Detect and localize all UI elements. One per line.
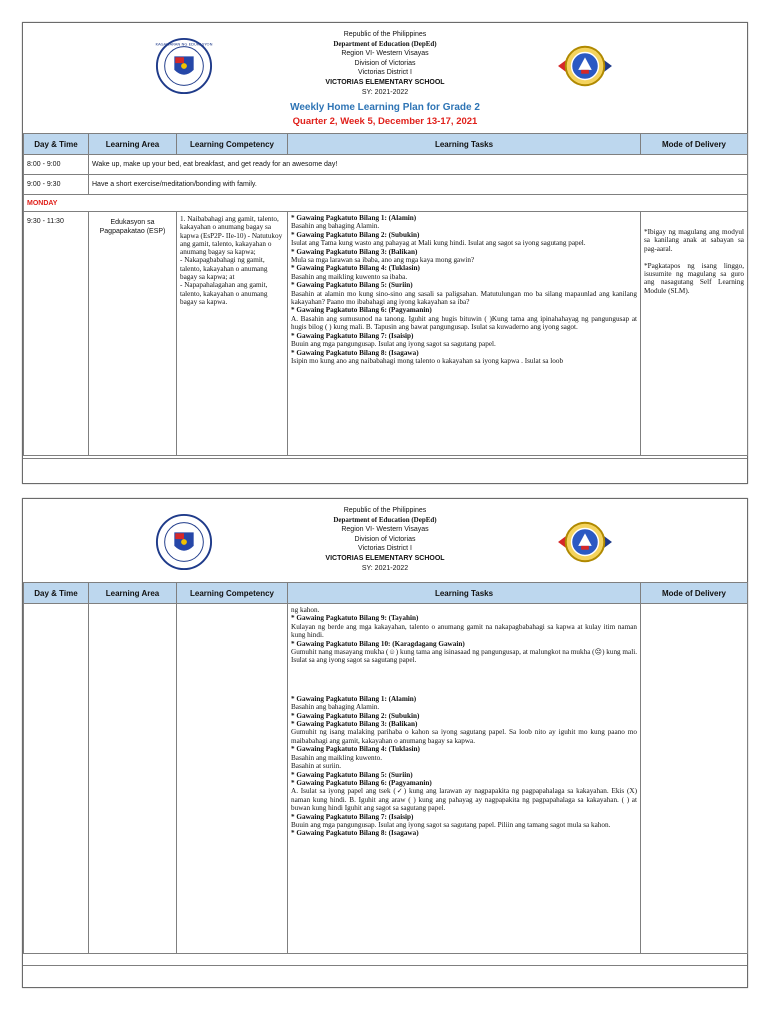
table-row [24, 212, 748, 456]
task-heading: * Gawaing Pagkatuto Bilang 6: (Pagyamanin) [291, 778, 432, 787]
task-heading: * Gawaing Pagkatuto Bilang 4: (Tuklasin) [291, 264, 420, 273]
col-learning-competency: Learning Competency [177, 134, 288, 155]
district-line: Victorias District I [358, 69, 412, 77]
learning-area-cell [89, 212, 177, 456]
task-item [291, 332, 637, 349]
page-bottom-rule [23, 458, 747, 459]
task-heading: * Gawaing Pagkatuto Bilang 8: (Isagawa) [291, 348, 419, 357]
table-row [24, 175, 748, 195]
col-learning-tasks: Learning Tasks [288, 134, 641, 155]
task-heading: * Gawaing Pagkatuto Bilang 3: (Balikan) [291, 720, 418, 729]
task-text: Buuin ang mga pangungusap. Isulat ang iyong sagot sa sagutang papel. Piliin ang tamang sagot mula sa kahon. [291, 820, 611, 829]
region-line: Region VI- Western Visayas [341, 50, 429, 58]
task-item [291, 779, 637, 813]
col-day-time: Day & Time [24, 583, 89, 604]
task-heading: * Gawaing Pagkatuto Bilang 2: (Subukin) [291, 230, 420, 239]
time-cell: 9:00 - 9:30 [24, 175, 89, 195]
task-item [291, 640, 637, 665]
task-item [291, 248, 637, 265]
activity-cell: Have a short exercise/meditation/bonding with family. [89, 175, 748, 195]
region-line: Region VI- Western Visayas [341, 526, 429, 534]
table-header-row [24, 134, 748, 155]
district-line: Victorias District I [358, 545, 412, 553]
task-text: Isulat ang Tama kung wasto ang pahayag at Mali kung hindi. Isulat ang sagot sa iyong sagutang papel. [291, 239, 586, 248]
task-text: Isipin mo kung ano ang naibabahagi mong talento o kakayahan sa iyong kapwa . Isulat sa loob [291, 356, 564, 365]
task-heading: * Gawaing Pagkatuto Bilang 7: (Isaisip) [291, 812, 414, 821]
day-label: MONDAY [24, 195, 748, 212]
task-heading: * Gawaing Pagkatuto Bilang 9: (Tayahin) [291, 614, 419, 623]
col-learning-area: Learning Area [89, 583, 177, 604]
task-text: Basahin ang bahaging Alamin. [291, 703, 380, 712]
svg-text:KAGAWARAN NG EDUKASYON: KAGAWARAN NG EDUKASYON [155, 41, 213, 47]
mode-of-delivery-cell [641, 212, 748, 456]
table-row [24, 155, 748, 175]
department-line: Department of Education (DepEd) [333, 515, 437, 524]
task-item [291, 306, 637, 331]
task-item [291, 712, 637, 720]
tasks-cell [288, 212, 641, 456]
activity-cell: Wake up, make up your bed, eat breakfast, and get ready for an awesome day! [89, 155, 748, 175]
school-name: VICTORIAS ELEMENTARY SCHOOL [325, 554, 445, 562]
task-text: Gumuhit ng isang malaking parihaba o kahon sa iyong sagutang papel. Sa loob nito ay iguhit mo kung paano mo maibabahagi ang gamit, kakayahan o anumang bagay sa kapwa. [291, 728, 637, 745]
task-item [291, 231, 637, 248]
page-1 [22, 22, 748, 484]
tasks-cell [288, 604, 641, 954]
competency-item: - Nakapagbabahagi ng gamit, talento, kakayahan o anumang bagay sa kapwa; at [180, 256, 268, 282]
task-item [291, 606, 637, 614]
task-heading: * Gawaing Pagkatuto Bilang 5: (Suriin) [291, 770, 413, 779]
task-text: Basahin ang bahaging Alamin. [291, 222, 380, 231]
task-item [291, 762, 637, 770]
document-header [23, 23, 747, 131]
competency-item: - Napapahalagahan ang gamit, talento, kakayahan o anumang bagay sa kapwa. [180, 281, 268, 306]
task-item [291, 214, 637, 231]
document-header [23, 499, 747, 581]
school-year: SY: 2021-2022 [361, 564, 409, 572]
time-cell: 8:00 - 9:00 [24, 155, 89, 175]
mode-item: *Pagkatapos ng isang linggo, isusumite ng magulang sa guro ang nasagutang Self Learning Module (SLM). [644, 261, 744, 295]
task-item [291, 349, 637, 366]
task-heading: * Gawaing Pagkatuto Bilang 4: (Tuklasin) [291, 745, 420, 754]
learning-plan-table [23, 582, 748, 954]
page-bottom-rule [23, 965, 747, 966]
department-line: Department of Education (DepEd) [333, 39, 437, 48]
task-text: Basahin ang maikling kuwento sa ibaba. [291, 272, 408, 281]
republic-line: Republic of the Philippines [343, 507, 427, 514]
col-day-time: Day & Time [24, 134, 89, 155]
school-year: SY: 2021-2022 [361, 88, 409, 96]
task-item [291, 281, 637, 306]
school-name: VICTORIAS ELEMENTARY SCHOOL [325, 78, 445, 86]
task-heading: * Gawaing Pagkatuto Bilang 5: (Suriin) [291, 281, 413, 290]
col-learning-competency: Learning Competency [177, 583, 288, 604]
task-heading: * Gawaing Pagkatuto Bilang 8: (Isagawa) [291, 829, 419, 838]
task-item [291, 614, 637, 639]
quarter-week: Quarter 2, Week 5, December 13-17, 2021 [292, 116, 478, 128]
task-heading: * Gawaing Pagkatuto Bilang 10: (Karagdagang Gawain) [291, 639, 465, 648]
task-heading: * Gawaing Pagkatuto Bilang 3: (Balikan) [291, 247, 418, 256]
task-item [291, 745, 637, 762]
plan-title: Weekly Home Learning Plan for Grade 2 [290, 102, 480, 114]
task-item [291, 264, 637, 281]
table-header-row [24, 583, 748, 604]
col-learning-area: Learning Area [89, 134, 177, 155]
task-text: Gumuhit nang masayang mukha (☺) kung tama ang isinasaad ng pangungusap, at malungkot na mukha (☹) kung mali. Isulat sa ang iyong sagot sa sagutang papel. [291, 648, 637, 665]
col-learning-tasks: Learning Tasks [288, 583, 641, 604]
col-mode-of-delivery: Mode of Delivery [641, 583, 748, 604]
learning-area-line: Edukasyon sa [110, 219, 155, 226]
task-heading: * Gawaing Pagkatuto Bilang 6: (Pagyamanin) [291, 306, 432, 315]
learning-area-line: Pagpapakatao (ESP) [99, 228, 166, 235]
task-heading: * Gawaing Pagkatuto Bilang 2: (Subukin) [291, 711, 420, 720]
task-text: Kulayan ng berde ang mga kakayahan, talento o anumang gamit na nakapagbabahagi sa kapwa at kulay itim naman kung hindi. [291, 622, 637, 640]
task-item [291, 771, 637, 779]
task-text: Basahin at alamin mo kung sino-sino ang sasali sa paligsahan. Matutulungan mo ba silang mapaunlad ang kanilang kakayahan? Paano mo ibabahagi ang iyong kakayahan sa iba? [291, 289, 637, 307]
task-heading: * Gawaing Pagkatuto Bilang 1: (Alamin) [291, 214, 417, 222]
division-line: Division of Victorias [354, 535, 416, 543]
time-cell [24, 604, 89, 954]
competency-item: 1. Naibabahagi ang gamit, talento, kakayahan o anumang bagay sa kapwa (EsP2P- IIe-10) - Natutukoy ang gamit, talento, kakayahan o anumang bagay sa kapwa; [180, 215, 283, 257]
page-2 [22, 498, 748, 988]
task-text: Mula sa mga larawan sa ibaba, ano ang mga kaya mong gawin? [291, 256, 475, 265]
republic-line: Republic of the Philippines [343, 31, 427, 38]
learning-area-cell [89, 604, 177, 954]
competency-cell [177, 604, 288, 954]
competency-cell [177, 212, 288, 456]
time-cell: 9:30 - 11:30 [24, 212, 89, 456]
task-text: ng kahon. [291, 606, 320, 614]
learning-plan-table [23, 133, 748, 456]
col-mode-of-delivery: Mode of Delivery [641, 134, 748, 155]
task-item [291, 829, 637, 837]
task-item [291, 813, 637, 830]
task-text: Basahin at suriin. [291, 762, 342, 771]
division-line: Division of Victorias [354, 59, 416, 67]
task-heading: * Gawaing Pagkatuto Bilang 7: (Isaisip) [291, 331, 414, 340]
mode-item: *Ibigay ng magulang ang modyul sa kanilang anak at sabayan sa pag-aaral. [644, 228, 744, 253]
task-text: A. Basahin ang sumusunod na tanong. Iguhit ang hugis bituwin ( )Kung tama ang ipinahahayag ng pangungusap at hugis bilog ( ) kung mali. B. Tapusin ang bawat pangungusap. Isulat sa kuwaderno ang iyong sagot. [291, 314, 637, 332]
mode-of-delivery-cell [641, 604, 748, 954]
task-text: Buuin ang mga pangungusap. Isulat ang iyong sagot sa sagutang papel. [291, 340, 496, 349]
task-heading: * Gawaing Pagkatuto Bilang 1: (Alamin) [291, 694, 417, 703]
task-item [291, 720, 637, 745]
task-item [291, 695, 637, 712]
table-row [24, 604, 748, 954]
task-text: A. Isulat sa iyong papel ang tsek (✓) kung ang larawan ay nagpapakita ng pagpapahalaga sa kakayahan. Ekis (X) naman kung hindi. B. Iguhit ang araw ( ) kung ang pahayag ay nagpapakita ng pagpapahalaga sa kakayahan. ( ) at buwan kung hindi Iguhit ang sagot sa sagutang papel. [291, 787, 637, 813]
day-row [24, 195, 748, 212]
task-text: Basahin ang maikling kuwento. [291, 753, 383, 762]
